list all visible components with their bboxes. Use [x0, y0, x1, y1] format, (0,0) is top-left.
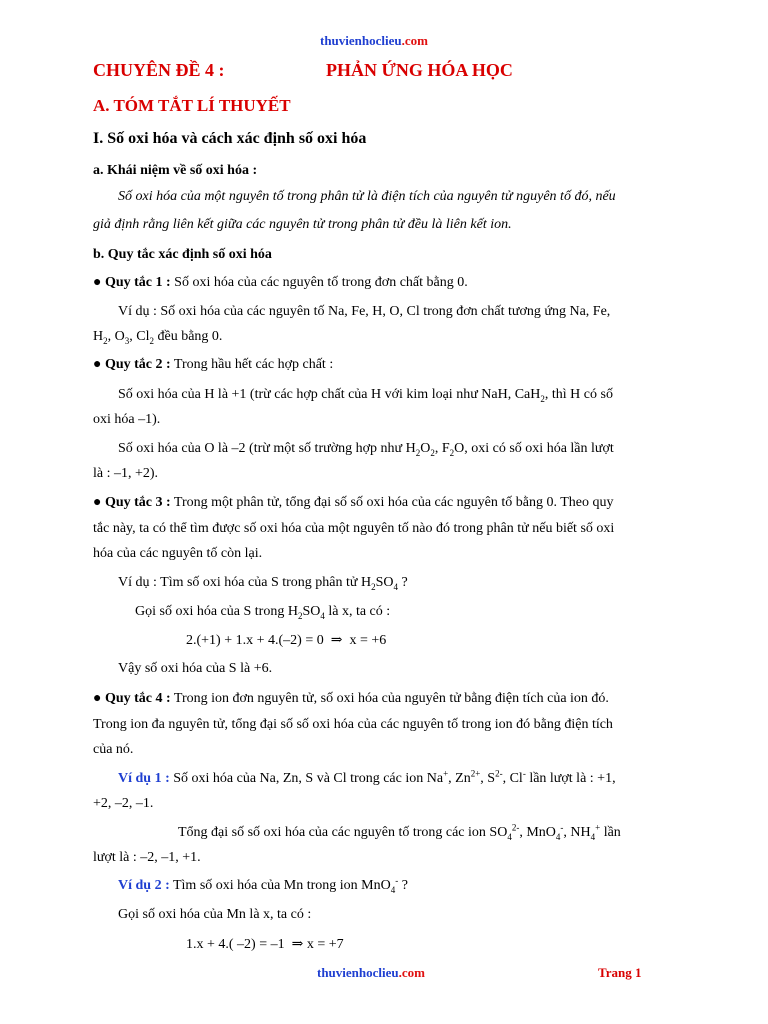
rule-3-example-question: Ví dụ : Tìm số oxi hóa của S trong phân tử $H_2SO_4$ ? [118, 575, 408, 592]
implies-arrow-icon: ⇒ [330, 633, 343, 648]
rule-3-text: Trong một phân tử, tổng đại số số oxi hóa của các nguyên tố bằng 0. Theo quy [170, 495, 614, 510]
rule-1 [93, 274, 468, 292]
page-number: Trang 1 [598, 965, 642, 980]
rule-4-label: ● Quy tắc 4 : [93, 691, 171, 706]
rule-2-h-line-2: oxi hóa –1). [93, 412, 161, 427]
rule-2-o-line-2: là : –1, +2). [93, 466, 159, 481]
rule-3-line-3: hóa của các nguyên tố còn lại. [93, 546, 263, 561]
example-2-equation: 1.x + 4.( –2) = –1 ⇒ x = +7 [186, 937, 344, 952]
sub-a-heading: a. Khái niệm về số oxi hóa : [93, 163, 258, 178]
example-2-label: Ví dụ 2 : [118, 878, 170, 893]
rule-2-text: Trong hầu hết các hợp chất : [170, 357, 334, 372]
example-2-let: Gọi số oxi hóa của Mn là x, ta có : [118, 907, 312, 922]
sub-b-heading: b. Quy tắc xác định số oxi hóa [93, 247, 272, 262]
rule-2-o-line-1: Số oxi hóa của O là –2 (trừ một số trường hợp như $H_2O_2$, $F_2O$, oxi có số oxi hóa lần lượt [118, 441, 614, 458]
example-1-line-2: +2, –2, –1. [93, 796, 154, 811]
example-1: Ví dụ 1 : Số oxi hóa của Na, Zn, S và Cl trong các ion Na+, $Zn^{2+}$, $S^{2-}$, Cl- lần lượt là : +1, [118, 768, 616, 786]
rule-1-label: ● Quy tắc 1 : [93, 275, 171, 290]
example-1-line-4: lượt là : –2, –1, +1. [93, 850, 201, 865]
definition-line-2: giả định rằng liên kết giữa các nguyên tử trong phân tử đều là liên kết ion. [93, 217, 512, 232]
rule-1-example-line-1: Ví dụ : Số oxi hóa của các nguyên tố Na, Fe, H, O, Cl trong đơn chất tương ứng Na, Fe, [118, 304, 611, 319]
rule-3-conclusion: Vậy số oxi hóa của S là +6. [118, 661, 273, 676]
sub-4: 4 [393, 581, 398, 592]
rule-2-h-line-1: Số oxi hóa của H là +1 (trừ các hợp chất của H với kim loại như NaH, CaH$_2$, thì H có số [118, 387, 613, 404]
header-site-main: thuvienhoclieu [320, 33, 402, 48]
rule-2-label: ● Quy tắc 2 : [93, 357, 171, 372]
example-1-label: Ví dụ 1 : [118, 771, 170, 786]
rule-3-equation: 2.(+1) + 1.x + 4.(–2) = 0 ⇒ x = +6 [186, 633, 387, 648]
rule-3-label: ● Quy tắc 3 : [93, 495, 171, 510]
rule-4-text: Trong ion đơn nguyên tử, số oxi hóa của nguyên tử bằng điện tích của ion đó. [170, 691, 609, 706]
header-site-tld: .com [401, 33, 428, 48]
rule-1-text: Số oxi hóa của các nguyên tố trong đơn chất bằng 0. [170, 275, 468, 290]
rule-1-example-line-2: $H_2$, $O_3$, $Cl_2$ đều bằng 0. [93, 329, 223, 346]
section-i-heading: I. Số oxi hóa và cách xác định số oxi hóa [93, 130, 367, 147]
chapter-title: PHẢN ỨNG HÓA HỌC [326, 60, 513, 80]
footer-site-main: thuvienhoclieu [317, 965, 399, 980]
footer-site-tld: .com [398, 965, 425, 980]
rule-3 [93, 494, 614, 512]
header-site-link[interactable] [320, 33, 428, 49]
section-a-heading: A. TÓM TẮT LÍ THUYẾT [93, 96, 291, 115]
footer-site-link[interactable] [317, 965, 425, 981]
rule-4-line-3: của nó. [93, 742, 134, 757]
rule-3-example-let: Gọi số oxi hóa của S trong $H_2SO_4$ là x, ta có : [135, 604, 391, 621]
example-1-sum: Tổng đại số số oxi hóa của các nguyên tố trong các ion $SO_4^{2-}$, MnO$_4$-, $NH_4^+$ lần [178, 822, 621, 842]
rule-2 [93, 356, 333, 374]
example-2: Ví dụ 2 : Tìm số oxi hóa của Mn trong ion MnO$_4$- ? [118, 875, 408, 895]
rule-4 [93, 690, 609, 708]
implies-arrow-icon: ⇒ [291, 937, 304, 952]
rule-3-line-2: tắc này, ta có thể tìm được số oxi hóa của một nguyên tố nào đó trong phân tử nếu biết số oxi [93, 521, 615, 536]
definition-line-1: Số oxi hóa của một nguyên tố trong phân tử là điện tích của nguyên tử nguyên tố đó, nếu [118, 189, 616, 204]
chapter-label: CHUYÊN ĐỀ 4 : [93, 60, 225, 80]
rule-4-line-2: Trong ion đa nguyên tử, tổng đại số số oxi hóa của các nguyên tố trong ion đó bằng điện tích [93, 717, 613, 732]
